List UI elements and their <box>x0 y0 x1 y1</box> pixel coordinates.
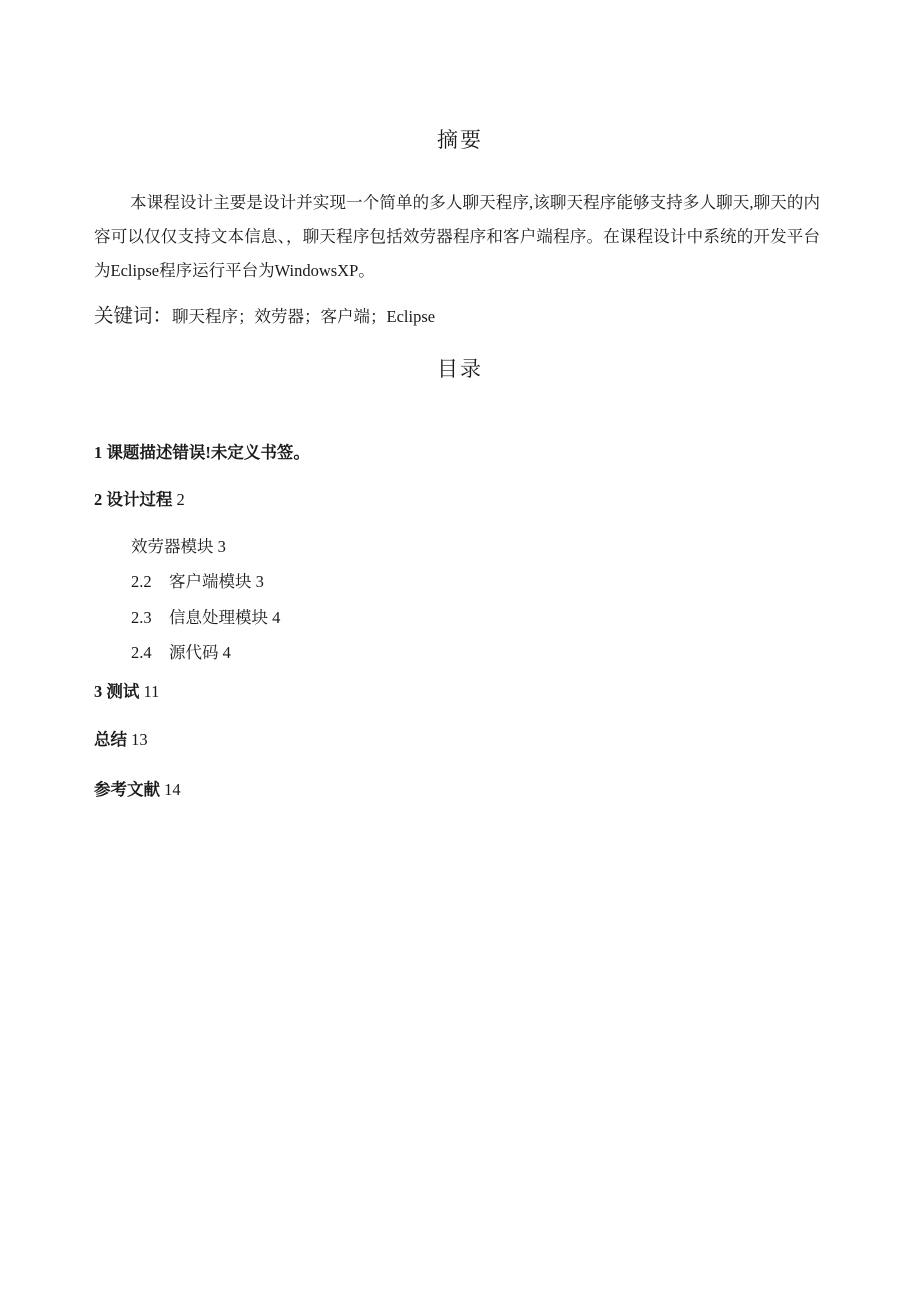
toc-entry-section-2-4[interactable] <box>131 639 231 663</box>
toc-entry-chapter-1[interactable] <box>94 439 310 463</box>
keywords-values: 聊天程序；效劳器；客户端；Eclipse <box>172 307 436 326</box>
abstract-text: 本课程设计主要是设计并实现一个简单的多人聊天程序,该聊天程序能够支持多人聊天,聊天的内容可以仅仅支持文本信息、，聊天程序包括效劳器程序和客户端程序。在课程设计中系统的开发平台为Eclipse程序运行平台为WindowsXP。 <box>94 193 820 280</box>
toc-entry-section-2-1[interactable] <box>131 533 226 557</box>
toc-entry-text: 源代码 <box>169 643 219 662</box>
toc-entry-text: 总结 <box>94 730 127 749</box>
toc-entry-page: 11 <box>143 682 160 701</box>
toc-entry-text: 参考文献 <box>94 780 160 799</box>
keywords-line <box>94 300 820 328</box>
toc-entry-page: 4 <box>272 608 281 627</box>
abstract-heading: 摘要 <box>437 128 483 152</box>
keywords-label: 关键词： <box>94 306 173 327</box>
toc-entry-page: 3 <box>255 572 264 591</box>
toc-entry-summary[interactable] <box>94 726 148 750</box>
toc-entry-section-2-3[interactable] <box>131 604 280 628</box>
toc-entry-text: 2 设计过程 <box>94 490 173 509</box>
toc-entry-page: 13 <box>131 730 148 749</box>
toc-entry-number: 2.4 <box>131 643 152 662</box>
toc-entry-text: 客户端模块 <box>169 572 252 591</box>
toc-entry-text: 1 课题描述错误!未定义书签。 <box>94 443 310 462</box>
toc-heading: 目录 <box>437 357 483 381</box>
toc-entry-number: 2.3 <box>131 608 152 627</box>
toc-entry-chapter-3[interactable] <box>94 678 159 702</box>
toc-entry-number: 2.2 <box>131 572 152 591</box>
toc-entry-page: 2 <box>176 490 185 509</box>
toc-entry-text: 信息处理模块 <box>169 608 268 627</box>
toc-entry-references[interactable] <box>94 776 181 800</box>
toc-entry-chapter-2[interactable] <box>94 486 185 510</box>
toc-entry-page: 4 <box>222 643 231 662</box>
toc-entry-page: 14 <box>164 780 181 799</box>
toc-entry-page: 3 <box>217 537 226 556</box>
abstract-paragraph <box>94 186 820 288</box>
toc-entry-text: 效劳器模块 <box>131 537 214 556</box>
toc-entry-section-2-2[interactable] <box>131 568 264 592</box>
toc-entry-text: 3 测试 <box>94 682 140 701</box>
